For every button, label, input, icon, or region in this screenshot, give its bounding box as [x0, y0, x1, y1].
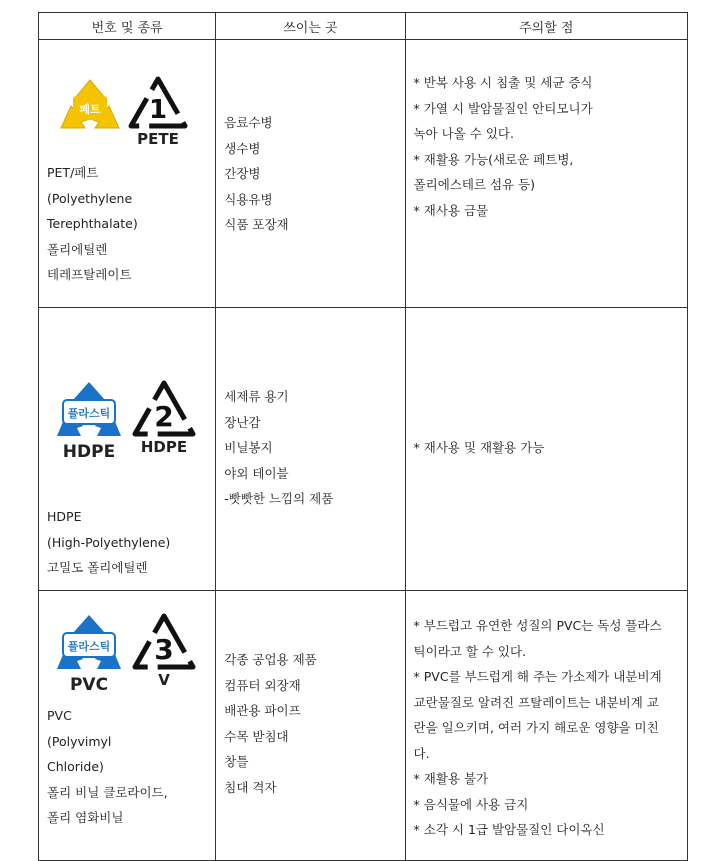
resin-code: PETE	[137, 130, 179, 148]
use-item: 생수병	[224, 140, 261, 156]
uses-cell	[216, 308, 405, 591]
use-item: 컴퓨터 외장재	[224, 677, 301, 693]
use-item: 음료수병	[224, 115, 273, 130]
uses-cell	[216, 591, 405, 861]
left-resin-code: HDPE	[62, 442, 116, 462]
type-cell	[39, 308, 216, 591]
note-line: * 부드럽고 유연한 성질의 PVC는 독성 플라스	[413, 618, 662, 633]
use-item: 비닐봉지	[224, 440, 273, 455]
resin-triangle-icon	[127, 76, 189, 132]
use-item: 식품 포장재	[224, 217, 289, 232]
resin-code: HDPE	[140, 438, 188, 456]
table-row	[39, 308, 688, 591]
use-item: 세제류 용기	[224, 389, 289, 404]
use-item: 침대 격자	[224, 779, 277, 795]
table-row	[39, 40, 688, 308]
note-line: 틱이라고 할 수 있다.	[413, 643, 527, 659]
use-item: 장난감	[224, 414, 261, 430]
resin-triangle-icon	[131, 613, 197, 673]
plastic-recycle-icon	[53, 380, 125, 442]
note-line: * 재활용 불가	[413, 771, 489, 786]
note-line: * 재사용 금물	[413, 202, 489, 218]
use-item: 야외 테이블	[224, 465, 289, 481]
resin-triangle-icon	[131, 380, 197, 440]
use-item: 수목 받침대	[224, 728, 289, 744]
plastic-badge-group	[53, 613, 125, 695]
use-item: 각종 공업용 제품	[224, 652, 317, 667]
plastic-recycle-icon	[53, 613, 125, 675]
type-cell	[39, 591, 216, 861]
plastic-badge-text: 플라스틱	[67, 640, 111, 653]
resin-number: 3	[154, 633, 174, 666]
notes-cell	[405, 308, 687, 591]
plastic-badge-group	[53, 380, 125, 462]
pet-badge-text: 페트	[79, 103, 101, 116]
note-line: * 음식물에 사용 금지	[413, 796, 529, 812]
use-item: 간장병	[224, 166, 261, 181]
note-line: * 재활용 가능(새로운 페트병,	[413, 151, 574, 167]
resin-number: 1	[148, 95, 168, 125]
plastic-badge-text: 플라스틱	[67, 407, 111, 420]
use-item: 식용유병	[224, 191, 273, 207]
type-name: PVC (Polyvimyl Chloride) 폴리 비닐 클로라이드, 폴리 염화비닐	[47, 708, 168, 825]
resin-number: 2	[154, 400, 174, 433]
note-line: * 소각 시 1급 발암물질인 다이옥신	[413, 822, 605, 837]
resin-symbol-2	[131, 380, 197, 456]
note-line: 다.	[413, 745, 430, 761]
resin-symbol-1	[127, 76, 189, 148]
type-name: HDPE (High-Polyethylene) 고밀도 폴리에틸렌	[47, 509, 171, 575]
type-cell	[39, 40, 216, 308]
note-line: 교란물질로 알려진 프탈레이트는 내분비계 교	[413, 694, 659, 710]
note-line: * 반복 사용 시 침출 및 세균 증식	[413, 75, 593, 90]
note-line: 란을 일으키며, 여러 가지 해로운 영향을 미친	[413, 720, 659, 735]
use-item: 창틀	[224, 754, 249, 769]
pet-recycle-icon	[59, 76, 121, 138]
note-line: * 가열 시 발암물질인 안티모니가	[413, 100, 593, 116]
use-item: 배관용 파이프	[224, 703, 301, 718]
notes-cell	[405, 40, 687, 308]
left-resin-code: PVC	[69, 675, 109, 695]
header-notes: 주의할 점	[405, 13, 687, 40]
note-line: 폴리에스테르 섬유 등)	[413, 177, 536, 192]
table-row	[39, 591, 688, 861]
resin-symbol-3	[131, 613, 197, 689]
recycling-table	[38, 12, 688, 861]
resin-code: V	[158, 671, 170, 689]
note-line: * 재사용 및 재활용 가능	[413, 440, 545, 455]
symbol-group	[59, 76, 215, 148]
note-line: 녹아 나올 수 있다.	[413, 126, 514, 141]
uses-cell	[216, 40, 405, 308]
notes-cell	[405, 591, 687, 861]
header-type: 번호 및 종류	[39, 13, 216, 40]
use-item: -빳빳한 느낌의 제품	[224, 491, 334, 506]
symbol-group	[53, 380, 215, 462]
header-row	[39, 13, 688, 40]
type-name: PET/페트 (Polyethylene Terephthalate) 폴리에틸렌 테레프탈레이트	[47, 165, 138, 282]
header-uses: 쓰이는 곳	[216, 13, 405, 40]
note-line: * PVC를 부드럽게 해 주는 가소제가 내분비계	[413, 669, 662, 684]
symbol-group	[53, 613, 215, 695]
